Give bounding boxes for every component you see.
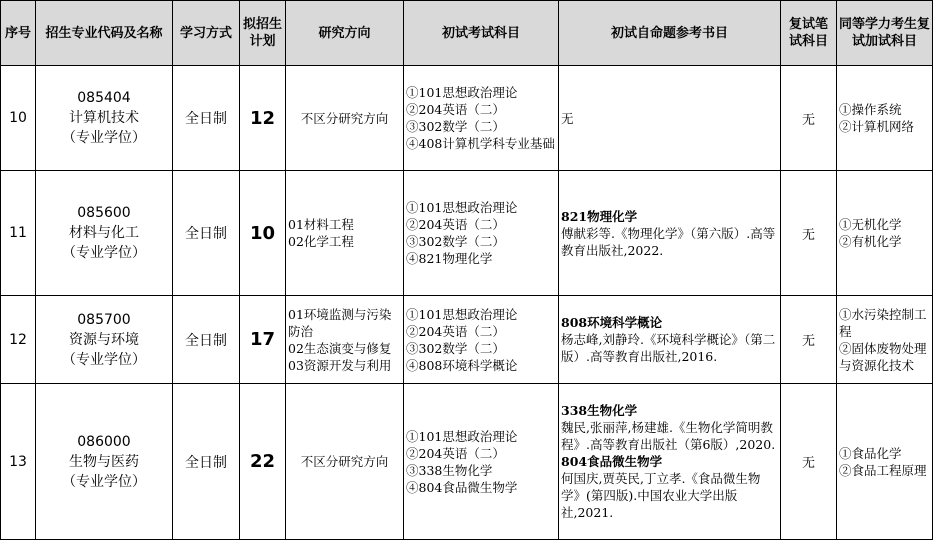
row-subjects: [404, 66, 559, 171]
subject-item: ②204英语（二）: [406, 323, 505, 339]
table-row: [1, 384, 933, 540]
major-code: 086000: [77, 433, 131, 450]
row-books: [559, 384, 781, 540]
major-name: 材料与化工: [69, 225, 139, 241]
extra-item: ①水污染控制工程: [839, 306, 927, 339]
row-plan: 17: [240, 296, 286, 384]
subject-item: ①101思想政治理论: [406, 85, 518, 100]
row-direction: [286, 66, 404, 171]
row-direction: [286, 384, 404, 540]
row-plan: 12: [240, 66, 286, 171]
extra-item: ①无机化学: [839, 217, 902, 232]
subject-item: ③302数学（二）: [406, 119, 505, 134]
row-seq: 10: [1, 66, 36, 171]
header-books: 初试自命题参考书目: [559, 1, 781, 66]
subject-item: ③302数学（二）: [406, 340, 505, 356]
row-extra: [837, 171, 933, 296]
subject-item: ④808环境科学概论: [406, 357, 518, 373]
direction-item: 02生态演变与修复: [288, 340, 392, 356]
row-subjects: [404, 171, 559, 296]
header-seq: 序号: [1, 1, 36, 66]
header-subjects: 初试考试科目: [404, 1, 559, 66]
subject-item: ①101思想政治理论: [406, 306, 518, 322]
major-name: 生物与医药: [69, 453, 139, 470]
major-code: 085404: [77, 90, 131, 106]
book-text: 魏民,张丽萍,杨建雄.《生物化学简明教程》.高等教育出版社（第6版）,2020.: [561, 420, 776, 452]
major-code: 085600: [77, 205, 131, 221]
row-books: [559, 171, 781, 296]
major-degree: （专业学位）: [62, 245, 146, 261]
extra-item: ②计算机网络: [839, 119, 915, 134]
row-extra: [837, 296, 933, 384]
direction-item: 不区分研究方向: [300, 454, 389, 469]
book-text: 何国庆,贾英民,丁立孝.《食品微生物学》(第四版).中国农业大学出版社,2021.: [561, 471, 761, 520]
subject-item: ①101思想政治理论: [406, 428, 518, 444]
header-direction: 研究方向: [286, 1, 404, 66]
table-body: [1, 66, 933, 540]
row-subjects: [404, 296, 559, 384]
row-retest: 无: [781, 296, 837, 384]
major-degree: （专业学位）: [62, 351, 146, 368]
book-title: 338生物化学: [561, 403, 638, 418]
major-code: 085700: [77, 311, 131, 328]
row-extra: [837, 384, 933, 540]
direction-item: 02化学工程: [288, 234, 354, 249]
subject-item: ②204英语（二）: [406, 217, 505, 232]
row-subjects: [404, 384, 559, 540]
row-retest: 无: [781, 66, 837, 171]
direction-item: 03资源开发与利用: [288, 357, 392, 373]
row-plan: 22: [240, 384, 286, 540]
row-seq: 11: [1, 171, 36, 296]
table-row: [1, 66, 933, 171]
book-text: 傅献彩等.《物理化学》（第六版）.高等教育出版社,2022.: [561, 225, 776, 258]
direction-item: 01环境监测与污染防治: [288, 306, 392, 339]
row-extra: [837, 66, 933, 171]
header-mode: 学习方式: [173, 1, 240, 66]
row-books: [559, 66, 781, 171]
extra-item: ①食品化学: [839, 445, 902, 461]
row-books: [559, 296, 781, 384]
book-title: 821物理化学: [561, 208, 638, 224]
subject-item: ④408计算机学科专业基础: [406, 136, 555, 151]
book-text: 无: [561, 110, 574, 126]
header-retest: 复试笔试科目: [781, 1, 837, 66]
table-row: [1, 171, 933, 296]
subject-item: ③338生物化学: [406, 462, 493, 478]
header-row: [1, 1, 933, 66]
row-retest: 无: [781, 171, 837, 296]
row-major: [36, 66, 173, 171]
subject-item: ①101思想政治理论: [406, 200, 518, 215]
extra-item: ①操作系统: [839, 102, 902, 117]
subject-item: ②204英语（二）: [406, 445, 505, 461]
header-plan: 拟招生计划: [240, 1, 286, 66]
row-major: [36, 171, 173, 296]
table-row: [1, 296, 933, 384]
row-mode: 全日制: [173, 296, 240, 384]
row-seq: 12: [1, 296, 36, 384]
direction-item: 不区分研究方向: [300, 110, 389, 126]
row-seq: 13: [1, 384, 36, 540]
major-name: 计算机技术: [69, 110, 139, 126]
subject-item: ④821物理化学: [406, 251, 493, 266]
row-mode: 全日制: [173, 66, 240, 171]
row-direction: [286, 171, 404, 296]
book-title: 804食品微生物学: [561, 454, 663, 469]
major-degree: （专业学位）: [62, 473, 146, 490]
header-major: 招生专业代码及名称: [36, 1, 173, 66]
row-retest: 无: [781, 384, 837, 540]
major-name: 资源与环境: [69, 331, 139, 348]
subject-item: ②204英语（二）: [406, 102, 505, 117]
book-title: 808环境科学概论: [561, 315, 663, 330]
major-degree: （专业学位）: [62, 130, 146, 146]
row-major: [36, 296, 173, 384]
header-extra: 同等学力考生复试加试科目: [837, 1, 933, 66]
subject-item: ③302数学（二）: [406, 234, 505, 249]
row-major: [36, 384, 173, 540]
extra-item: ②有机化学: [839, 234, 902, 249]
row-mode: 全日制: [173, 384, 240, 540]
direction-item: 01材料工程: [288, 217, 354, 232]
extra-item: ②固体废物处理与资源化技术: [839, 340, 927, 373]
subject-item: ④804食品微生物学: [406, 479, 518, 495]
row-plan: 10: [240, 171, 286, 296]
book-text: 杨志峰,刘静玲.《环境科学概论》（第二版）.高等教育出版社,2016.: [561, 332, 776, 364]
row-mode: 全日制: [173, 171, 240, 296]
extra-item: ②食品工程原理: [839, 462, 927, 478]
row-direction: [286, 296, 404, 384]
